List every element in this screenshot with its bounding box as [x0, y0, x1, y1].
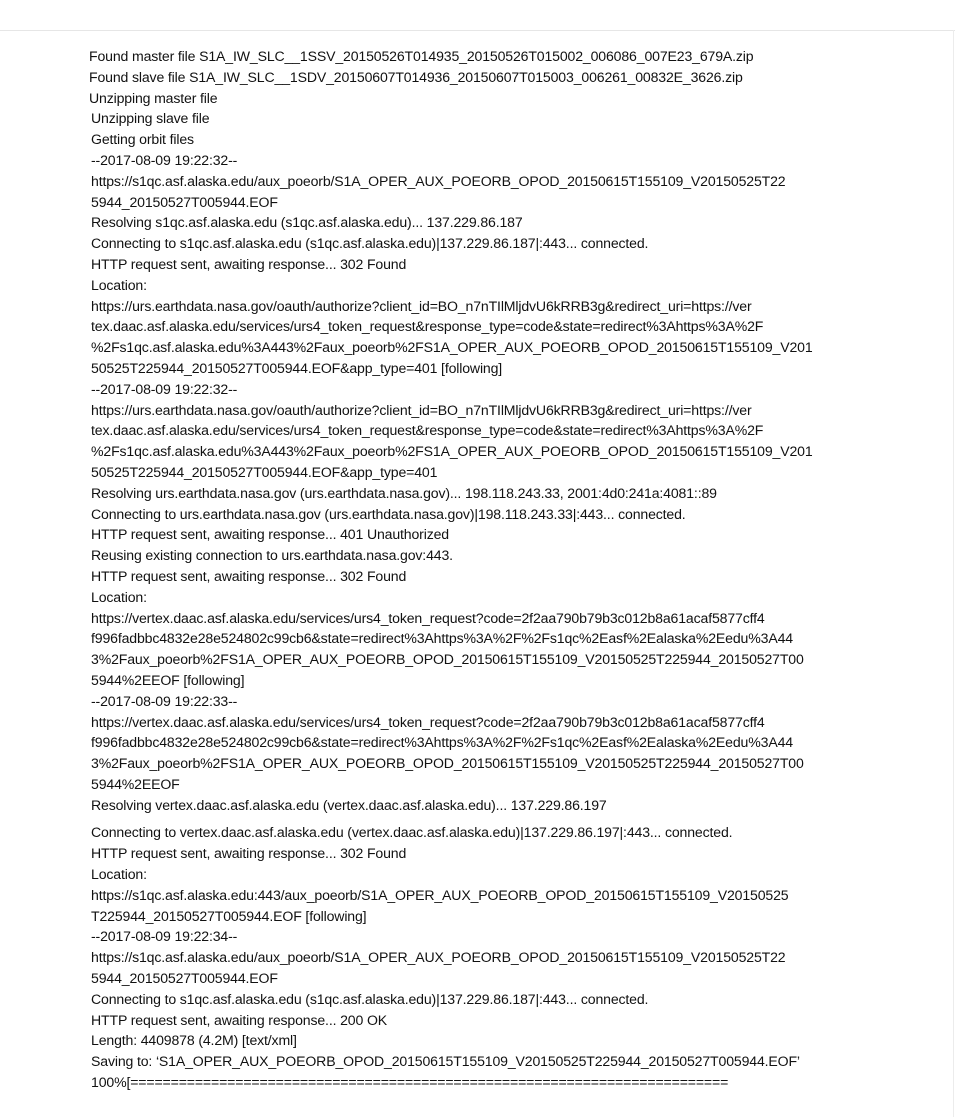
log-line: 3%2Faux_poeorb%2FS1A_OPER_AUX_POEORB_OPOD_20150615T155109_V20150525T225944_20150527T00 — [91, 651, 804, 668]
log-line: Resolving urs.earthdata.nasa.gov (urs.earthdata.nasa.gov)... 198.118.243.33, 2001:4d0:241a:4081::89 — [91, 484, 717, 501]
page-right-border — [953, 30, 954, 1117]
log-line: %2Fs1qc.asf.alaska.edu%3A443%2Faux_poeorb%2FS1A_OPER_AUX_POEORB_OPOD_20150615T155109_V201 — [91, 339, 813, 356]
log-line: 5944_20150527T005944.EOF — [91, 970, 278, 987]
log-line: 5944%2EEOF — [91, 775, 180, 792]
log-line: Connecting to urs.earthdata.nasa.gov (urs.earthdata.nasa.gov)|198.118.243.33|:443... connected. — [91, 505, 686, 522]
log-line: Found master file S1A_IW_SLC__1SSV_20150526T014935_20150526T015002_006086_007E23_679A.zip — [89, 48, 754, 64]
log-line: Unzipping master file — [89, 89, 218, 106]
log-line: HTTP request sent, awaiting response... 302 Found — [91, 255, 407, 272]
log-line: %2Fs1qc.asf.alaska.edu%3A443%2Faux_poeorb%2FS1A_OPER_AUX_POEORB_OPOD_20150615T155109_V201 — [91, 443, 813, 460]
log-line: tex.daac.asf.alaska.edu/services/urs4_token_request&response_type=code&state=redirect%3Ahttps%3A%2F — [91, 318, 764, 335]
log-line: Location: — [91, 588, 147, 605]
log-line: Found slave file S1A_IW_SLC__1SDV_20150607T014936_20150607T015003_006261_00832E_3626.zip — [89, 68, 743, 85]
log-line: Resolving s1qc.asf.alaska.edu (s1qc.asf.alaska.edu)... 137.229.86.187 — [91, 214, 523, 231]
log-line: https://urs.earthdata.nasa.gov/oauth/authorize?client_id=BO_n7nTIlMljdvU6kRRB3g&redirect_uri=https://ver — [91, 401, 752, 418]
log-line: Length: 4409878 (4.2M) [text/xml] — [91, 1032, 297, 1049]
log-line: 3%2Faux_poeorb%2FS1A_OPER_AUX_POEORB_OPOD_20150615T155109_V20150525T225944_20150527T00 — [91, 755, 804, 772]
log-line: HTTP request sent, awaiting response... 401 Unauthorized — [91, 526, 449, 543]
log-line: Reusing existing connection to urs.earthdata.nasa.gov:443. — [91, 547, 453, 564]
terminal-log — [89, 46, 849, 1107]
log-line: --2017-08-09 19:22:32-- — [91, 151, 238, 168]
log-line: Resolving vertex.daac.asf.alaska.edu (vertex.daac.asf.alaska.edu)... 137.229.86.197 — [91, 796, 607, 813]
log-line: https://s1qc.asf.alaska.edu/aux_poeorb/S1A_OPER_AUX_POEORB_OPOD_20150615T155109_V20150525T22 — [91, 172, 786, 189]
log-line: --2017-08-09 19:22:33-- — [91, 692, 238, 709]
log-line: T225944_20150527T005944.EOF [following] — [91, 907, 367, 924]
log-line: --2017-08-09 19:22:32-- — [91, 380, 238, 397]
log-line: --2017-08-09 19:22:34-- — [91, 928, 238, 945]
page-top-border — [0, 30, 955, 31]
log-line: https://s1qc.asf.alaska.edu:443/aux_poeorb/S1A_OPER_AUX_POEORB_OPOD_20150615T155109_V20150525 — [91, 886, 789, 903]
log-line: HTTP request sent, awaiting response... 302 Found — [91, 567, 407, 584]
log-line: Connecting to s1qc.asf.alaska.edu (s1qc.asf.alaska.edu)|137.229.86.187|:443... connected. — [91, 235, 649, 252]
log-line: Saving to: ‘S1A_OPER_AUX_POEORB_OPOD_20150615T155109_V20150525T225944_20150527T005944.EOF’ — [91, 1053, 800, 1070]
log-line: HTTP request sent, awaiting response... 200 OK — [91, 1011, 388, 1028]
log-line: https://urs.earthdata.nasa.gov/oauth/authorize?client_id=BO_n7nTIlMljdvU6kRRB3g&redirect_uri=https://ver — [91, 297, 752, 314]
log-line: f996fadbbc4832e28e524802c99cb6&state=redirect%3Ahttps%3A%2F%2Fs1qc%2Easf%2Ealaska%2Eedu%3A44 — [91, 630, 793, 647]
log-line: Unzipping slave file — [91, 110, 210, 127]
log-line: f996fadbbc4832e28e524802c99cb6&state=redirect%3Ahttps%3A%2F%2Fs1qc%2Easf%2Ealaska%2Eedu%3A44 — [91, 734, 793, 751]
log-line: Connecting to s1qc.asf.alaska.edu (s1qc.asf.alaska.edu)|137.229.86.187|:443... connected. — [91, 990, 649, 1007]
log-line: 100%[========================================================================== — [91, 1074, 729, 1091]
log-line: Connecting to vertex.daac.asf.alaska.edu (vertex.daac.asf.alaska.edu)|137.229.86.197|:443... connected. — [91, 824, 733, 841]
log-line: 50525T225944_20150527T005944.EOF&app_type=401 — [91, 463, 438, 480]
log-line: HTTP request sent, awaiting response... 302 Found — [91, 845, 407, 862]
log-line: Getting orbit files — [91, 131, 194, 148]
log-line: 50525T225944_20150527T005944.EOF&app_type=401 [following] — [91, 359, 503, 376]
log-line: https://vertex.daac.asf.alaska.edu/services/urs4_token_request?code=2f2aa790b79b3c012b8a61acaf5877cff4 — [91, 609, 765, 626]
log-line: 5944_20150527T005944.EOF — [91, 193, 278, 210]
log-line: https://vertex.daac.asf.alaska.edu/services/urs4_token_request?code=2f2aa790b79b3c012b8a61acaf5877cff4 — [91, 713, 765, 730]
log-line: Location: — [91, 276, 147, 293]
log-line: https://s1qc.asf.alaska.edu/aux_poeorb/S1A_OPER_AUX_POEORB_OPOD_20150615T155109_V20150525T22 — [91, 949, 786, 966]
log-line: tex.daac.asf.alaska.edu/services/urs4_token_request&response_type=code&state=redirect%3Ahttps%3A%2F — [91, 422, 764, 439]
log-line: Location: — [91, 866, 147, 883]
log-line: 5944%2EEOF [following] — [91, 671, 245, 688]
